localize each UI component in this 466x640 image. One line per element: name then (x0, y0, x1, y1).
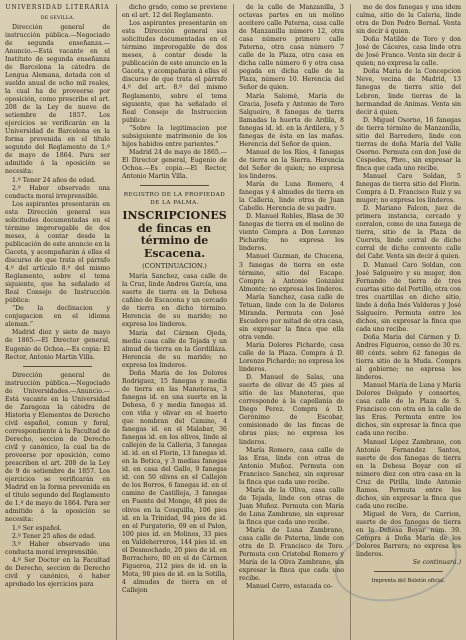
entry: Miguel de Vera, de Carrion, suerte de dos fanegas de tierra en la Dehesa Boyar núm. 39. Compra á Doña María de los Dolores Barrera; no expresa los linderos. (356, 510, 461, 559)
entry: D. Manuel Caro Soldan, con José Salgueiro y su muger, don Fernando de tierra de tres cuartas sitio del Portillo, otra con tres cuartillas en dicho sitio, linde á doña Inés Valderas y José Salgueiro. Permuta entre los dichos, sin expresar la finca que cada uno recibe. (356, 261, 461, 333)
entry: mo de dos fanegas y una idem calma, sitio de la Caleria, linde otra de Don Pedro Bernal. Venta sin decir á quien. (356, 4, 461, 36)
paragraph: “De la declinacion y conjugacion en el idioma aleman.” (5, 305, 110, 329)
section-heading: REGISTRO DE LA PROPIEDAD DE LA PALMA. (123, 192, 226, 207)
entry: D. Manuel Robles, Blasa de 30 fanegas de tierra en el molino de viento Compra a Don Lorenzo Pichardo; no expresa los linderos. (239, 213, 344, 253)
entry: Manuel de los Ríos, 4 fanegas de tierra en la Sierra. Herencia del Señor de quien; no expresa los linderos. (239, 148, 344, 180)
entry: D. Manuel de Salas, una suerte de olivar de 45 pies al sitio de las Manoteras, que corresponde á la capellanía de Diego Perez. Compra á D. Gerónimo de Escobar, comisionado de las fincas de obras pias; no expresa los linderos. (239, 374, 344, 446)
column-3 (233, 4, 344, 640)
column-2 (116, 4, 227, 640)
divider (140, 185, 209, 186)
entry: María Romero, casa calle de las Eras, linde con otras de Antonio Muñoz. Permuta con Francisco Sanchez, sin expresar la finca que cada uno recibe. (239, 446, 344, 486)
entry: Doña María de la Concepcion Neve, vecina de Madrid, 13 fanegas de tierra sitio del Lebron, linde tierras de la hermandad de Animas. Venta sin decir á quien. (356, 68, 461, 116)
entry: María Salomé, María de Gracia, Josefa y Antonio de Toro Salgueiro, 8 fanegas de tierra llamadas la huerta de Ardila, 8 fanegas id. id. en la Ardilera, y 5 fanegas de ésta en las mañas. Herencia del Señor de quien. (239, 92, 344, 148)
paragraph: Dirección general de instrucción pública.—Negociado de Universidades.—Anuncio.—Está vacante en la Universidad de Zaragoza la cátedra de Historia y Elementos de Derecho civil español, comun y foral, correspondiente á la Facultad de Derecho, seccion de Derecho civil y canónico, la cual ha de proveerse por oposición, como prescriben el art. 208 de la Ley de 9 de setiembre de 1857. Los ejercicios se verificarán en Madrid en la forma prevenida en el título segundo del Reglamento de 1.º de mayo de 1864. Para ser admitido á la oposición se necesita: (5, 371, 110, 524)
paragraph: 1.º Tener 24 años de edad. (12, 176, 96, 184)
entry: D. Mariano Falcon, juez de primera instancia, cercado y corralon, como de una fanega de tierra, sitio de la Plaza de Cuervis, linde corral de dicho corral de dicho convento calle del Cabr. Venta sin decir á quien. (356, 205, 461, 261)
entry: Manuel Caro Soldan, 5 fanegas de tierra sitio del Florin. Compra á D. Francisco Ruiz y su muger; no expresa los linderos. (356, 172, 461, 205)
entry: Doña María de los Dolores Rodriguez, 15 fanegas y media de tierra en las Manoteras, 3 fanegas id. en una suerte en la Dehesa, 6 y media fanegas id. con viña y olivar en el huerto que nombran del Camino, 4 fanegas id. en el Malabar, 36 fanegas id. en los olivos, linde al callejón de la Calleria, 3 fanegas id. id. en el Florin, 13 fanegas id. en la Botica, y 3 medias fanegas id. en casa del Gallo, 9 fanegas id. con 50 olivos en el Callejón de los Borros, 6 fanegas id. en el camino de Castilleja, 3 fanegas en Fuente del Monge, 48 pies de olivos en la Cosquilla, 106 pies id. en la Trinidad, 94 pies de id. en el Purgatorio, 69 en el Palon, 100 pies id. en Molinos, 33 pies en Valdeherreros, 144 pies id. en el Desmochado, 20 pies de id. en Borrachero, 80 en el de Cármen Figueroa, 212 pies de id. en la Mota, 98 pies de id. en la Sotilla, 4 almudes de tierra en el Callejon (122, 369, 227, 594)
paragraph: Madrid diez y siete de mayo de 1865.—El Director general, Eugenio de Ochoa.—Es copia: El Rector, Antonio Martin Villa. (5, 329, 110, 361)
entry: María Sanchez, casa calle de la Cruz, linde Andres García, una suerte de tierra en la Dehesa cañíno de Escacena y un cercado de tierra en dicho término. Herencia de su marido; no expresa los linderos. (122, 273, 227, 329)
column-1 (5, 4, 110, 640)
continuation-label: (CONTINUACION.) (142, 262, 207, 271)
paragraph: Dirección general de instrucción pública.—Negociado de segunda enseñanza.—Anuncio.—Está vacante en el Instituto de segunda enseñanza de Barcelona la cátedra de Lengua Alemana, dotada con el sueldo anual de ocho mil reales, la cual ha de proveerse por oposición, como prescribe el art. 208 de la Ley de nueve de setiembre de 1857. Los ejercicios se verificarán en la Universidad de Barcelona en la forma prevenida en el título segundo del Reglamento de 1.º de mayo de 1864. Para ser admitido á la oposición se necesita: (5, 23, 110, 176)
paragraph: 4.º Ser Doctor en la Facultad de Derecho, seccion de Derecho civil y canónico, ó haber aprobado los ejercicios para (5, 556, 110, 588)
entry: Manuel María de Luna y María Dolores Delgado y consortes, casa calle de la Plaza de S. Francisco con otra en la calle de las Eras. Permuta entre los dichos, sin expresar la finca que cada uno recibe. (356, 382, 461, 438)
university-subheader: DE SEVILLA. (40, 14, 75, 21)
entry: María de la Oliva, casa calle de Tejada, linde con otras de Juan Muñoz. Permuta con María de Luna Zambrano, sin expresar la finca que cada uno recibe. (239, 486, 344, 526)
paragraph: “Sobre la legitimacion por subsiguiente matrimonio de los hijos habidos entre parientes.” (122, 124, 227, 148)
entry: Manuel López Zambrano, con Antonio Fernandez Santos, suerte de dos fanegas de tierra en la Dehesa Boyar con el número diez con otra casa en la Cruz de Pirilla, linde Antonio Ramos. Permuta entre los dichos, sin expresar la finca que cada uno recibe. (356, 438, 461, 510)
paragraph: 1.º Ser español. (12, 524, 62, 532)
paragraph: dicho grado, como se previene en el art. 12 del Reglamento. (122, 4, 227, 20)
divider (23, 366, 92, 367)
entry: María de Luna Zambrano, casa calle de Paterna, linde con otra de D. Francisco de Toro. Permuta con Cristobal Romero y María de la Oliva Zambrano, sin expresar la finca que cada uno recibe. (239, 527, 344, 583)
university-header: UNIVERSIDAD LITERARIA (5, 4, 110, 11)
entry: Manuel Cerro, estacada co- (246, 583, 333, 591)
entry: Manuel Guzman, de Chucena, 3 fanegas de tierra en este término, sitio del Escape. Compra á Antonio Gonzalez Almonte; no expresa los linderos. (239, 253, 344, 293)
entry: María del Cármen Ojeda, media casa calle de Tejada y un almud de tierra en la Gordilláza. Herencia de su marido; no expresa los linderos. (122, 329, 227, 369)
entry: María de Luna Romero, 4 fanegas y 4 almudes de tierra en la Calleria, linde otras de Juan Cabello. Herencia de su padre. (239, 181, 344, 213)
entry: de la calle de Manzanilla, 3 octavas partes en un molino aceitero calle Paterna, casa calle de Manzanilla número 12, otra casa número primero calle Paterna, otra casa número 7 calle de la Plaza, otra casa en dicha calle número 6 y otra casa pegada en dicha calle de la Plaza, número 10. Herencia del Señor de quien. (239, 4, 344, 92)
paragraph: Los aspirantes presentarán en esta Dirección general sus solicitudes documentadas en el término improrogable de dos meses, á contar desde la publicación de este anuncio en la Gaceta, y acompañarán á ellas el discurso de que trata el párrafo 4.º del art. 8.º del mismo Reglamento, sobre el tema siguiente, que ha señalado el Real Consejo de Instruccion pública: (122, 20, 227, 124)
paragraph: 2.º Haber observado una conducta moral irreprensible. (5, 184, 110, 200)
entry: María Dolores Pichardo, casa calle de la Plaza. Compra á D. Lorenzo Pichardo; no expresa los linderos. (239, 341, 344, 374)
entry: María Sanchez, casa calle de Tetuan, linde con la de Dolores Miranda. Permuta con José Escudero por mitad de otra casa, sin expresar la finca que ella otra vende. (239, 293, 344, 341)
imprint-line: Imprenta del Boletín oficial. (371, 578, 446, 585)
continued-note: Se continuará.) (412, 559, 461, 567)
entry: Doña María del Cármen y D. Andres Figueroa, censo de 30 rs. 80 cénts. sobre 62 fanegas de tierra sitio de la Muda. Compra al gobierno; no expresa los linderos. (356, 333, 461, 382)
section-title: INSCRIPCIONES de fincas en término de Escacena. (122, 209, 227, 260)
paragraph: 2.º Tener 25 años de edad. (12, 532, 96, 540)
entry: Doña Matilde de Toro y don José de Cáceres, casa linde otra de José Franco. Venta sin decir á quien; no expresa la calle. (356, 36, 461, 68)
paragraph: Los aspirantes presentarán en esta Dirección general sus solicitudes documentadas en el término improrogable de dos meses, á contar desde la publicación de este anuncio en la Gaceta, y acompañarán á ellas el discurso de que trata el párrafo 4.º del artículo 8.º del mismo Reglamento, sobre el tema siguiente, que ha señalado el Real Consejo de Instrucción pública: (5, 200, 110, 305)
entry: D. Miguel Osorno, 16 fanegas de tierra térmíno de Manzanilla, sitio del Barredero, linde con tierras de doña María del Valle Osorno. Permuta con don José de Céspedes, Pbro., sin expresar la finca que cada uno recibe. (356, 116, 461, 172)
paragraph: Madrid 24 de mayo de 1865.—El Director general, Eugenio de Ochoa.—Es copia.—El Rector, Antonio Martin Villa. (122, 148, 227, 180)
paragraph: 3.º Haber observado una conducta moral irreprensible. (5, 540, 110, 556)
